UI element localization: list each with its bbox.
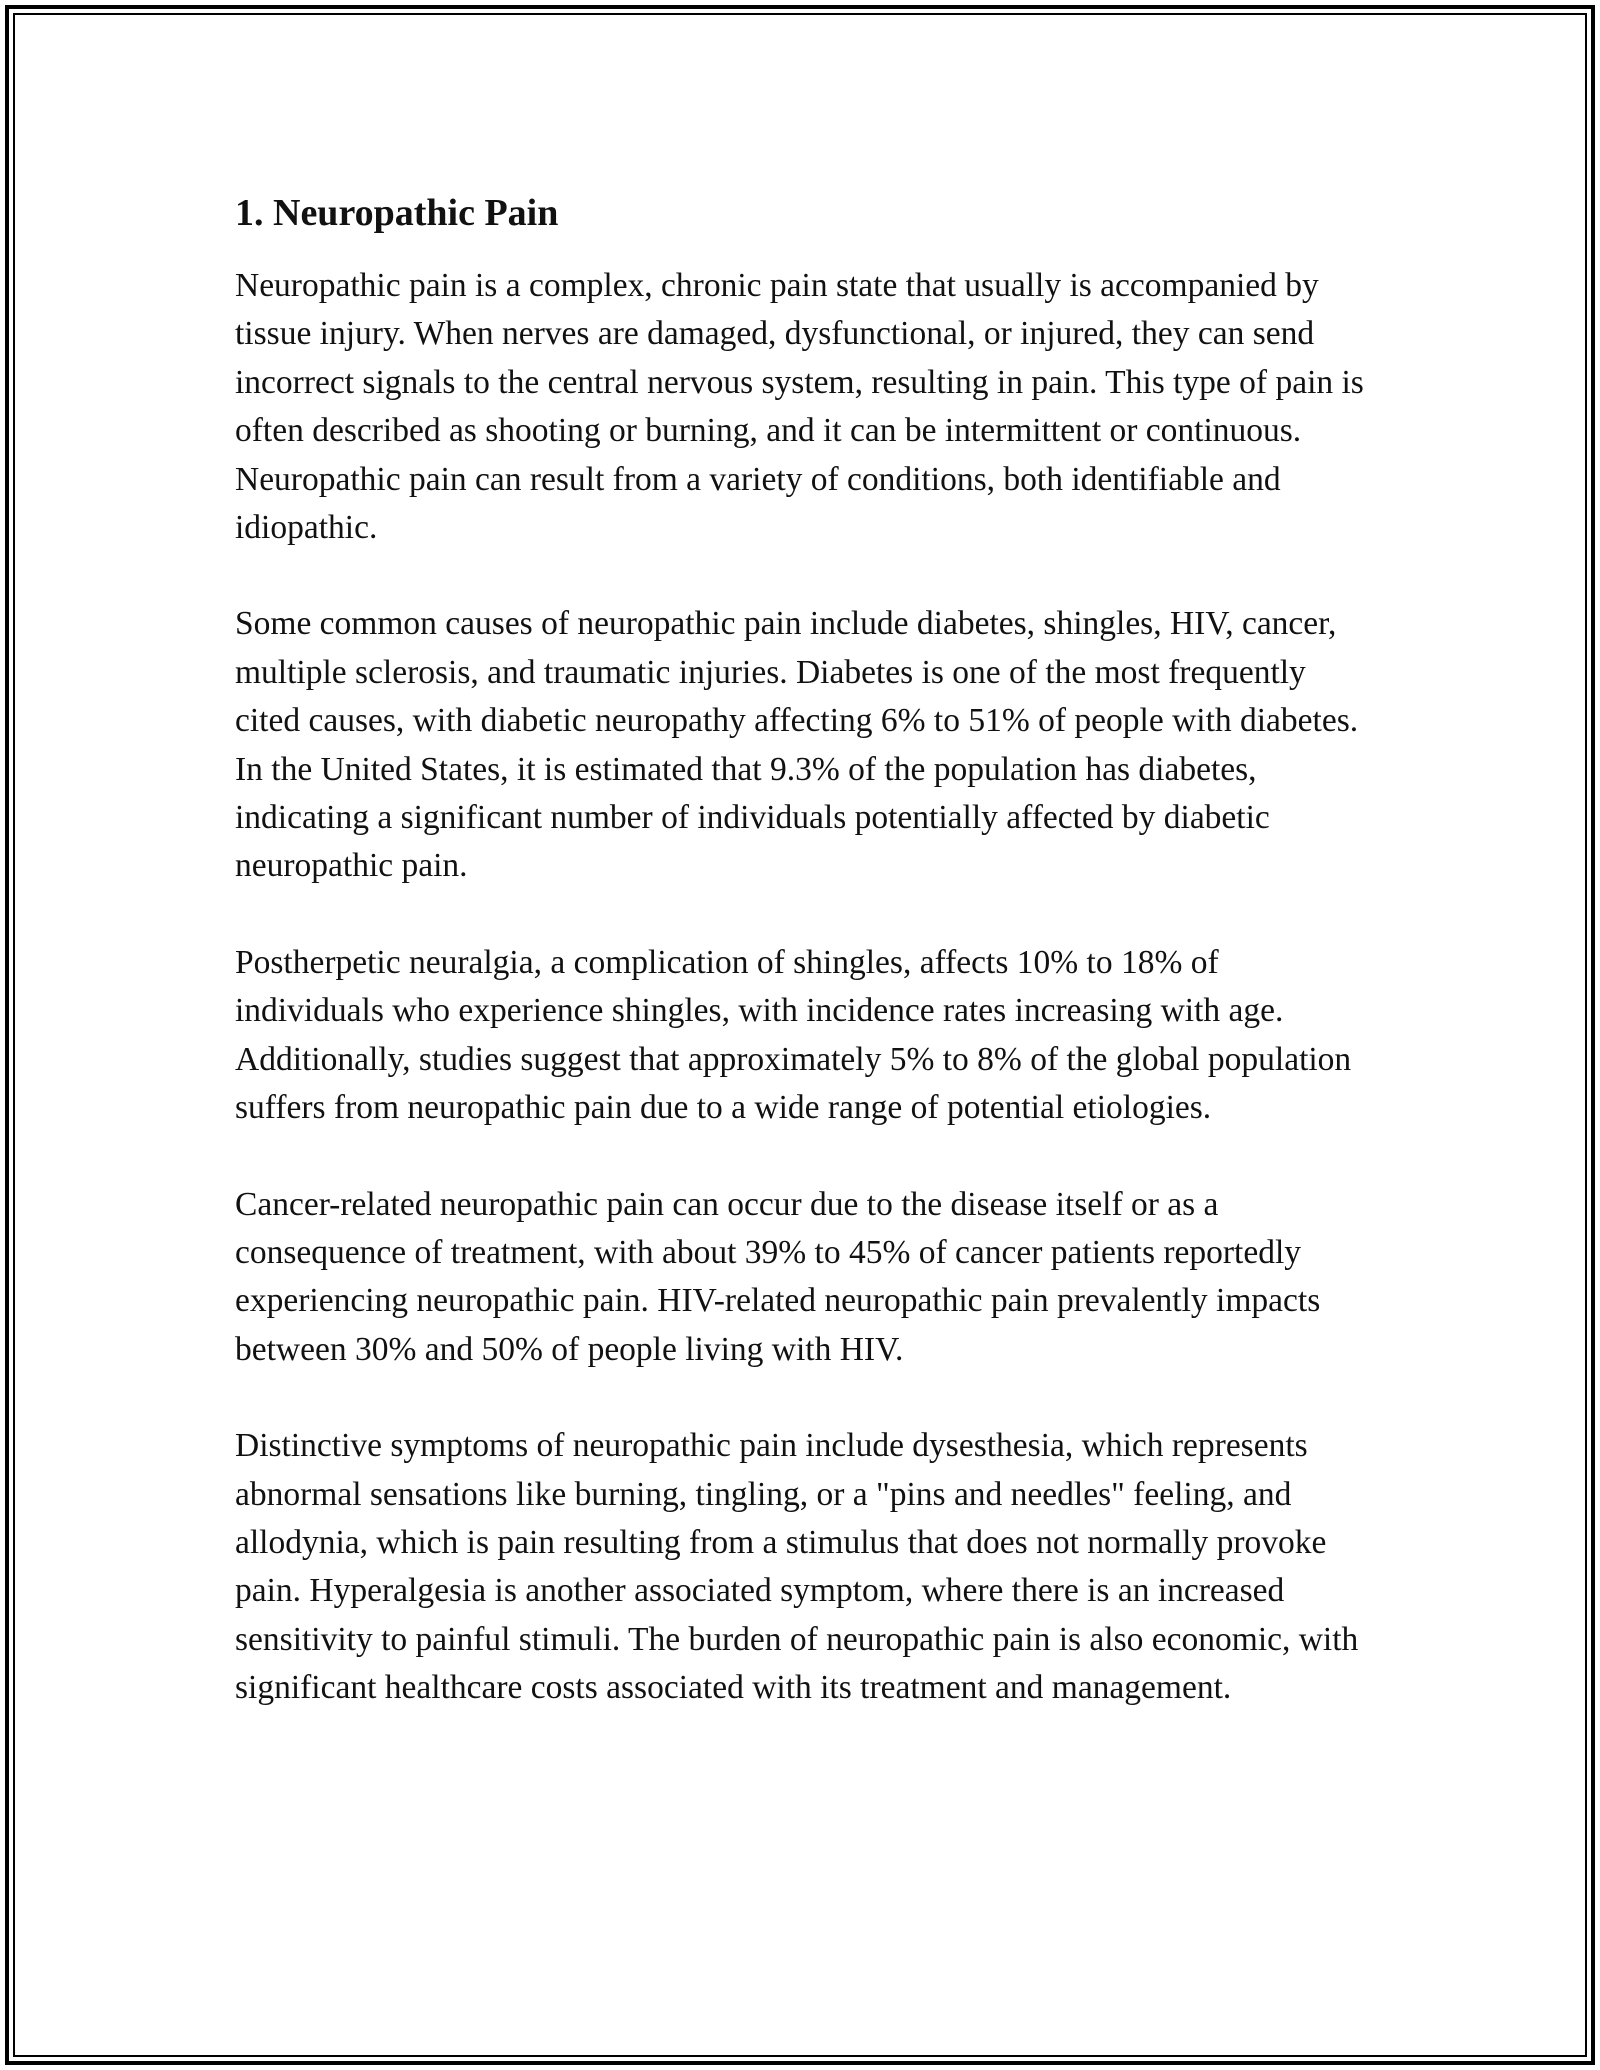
paragraph-symptoms: Distinctive symptoms of neuropathic pain include dysesthesia, which represents abnormal sensations like burning, tingling, or a "pins and needles" feeling, and allodynia, which is pain resulting from a stimulus that does not normally provoke pain. Hyperalgesia is another associated symptom, where there is an increased sensitivity to painful stimuli. The burden of neuropathic pain is also economic, with significant healthcare costs associated with its treatment and management. (235, 1427, 1359, 1707)
section-heading: 1. Neuropathic Pain (235, 192, 559, 234)
paragraph-cancer-hiv: Cancer-related neuropathic pain can occur due to the disease itself or as a consequence of treatment, with about 39% to 45% of cancer patients reportedly experiencing neuropathic pain. HIV-related neuropathic pain prevalently impacts between 30% and 50% of people living with HIV. (235, 1185, 1321, 1368)
paragraph-common-causes: Some common causes of neuropathic pain include diabetes, shingles, HIV, cancer, multiple sclerosis, and traumatic injuries. Diabetes is one of the most frequently cited causes, with diabetic neuropathy affecting 6% to 51% of people with diabetes. In the United States, it is estimated that 9.3% of the population has diabetes, indicating a significant number of individuals potentially affected by diabetic neuropathic pain. (235, 605, 1359, 885)
document-body (235, 186, 1375, 1761)
paragraph-definition: Neuropathic pain is a complex, chronic pain state that usually is accompanied by tissue injury. When nerves are damaged, dysfunctional, or injured, they can send incorrect signals to the central nervous system, resulting in pain. This type of pain is often described as shooting or burning, and it can be intermittent or continuous. Neuropathic pain can result from a variety of conditions, both identifiable and idiopathic. (235, 267, 1364, 547)
paragraph-postherpetic-neuralgia: Postherpetic neuralgia, a complication of shingles, affects 10% to 18% of individuals who experience shingles, with incidence rates increasing with age. Additionally, studies suggest that approximately 5% to 8% of the global population suffers from neuropathic pain due to a wide range of potential etiologies. (235, 943, 1352, 1127)
